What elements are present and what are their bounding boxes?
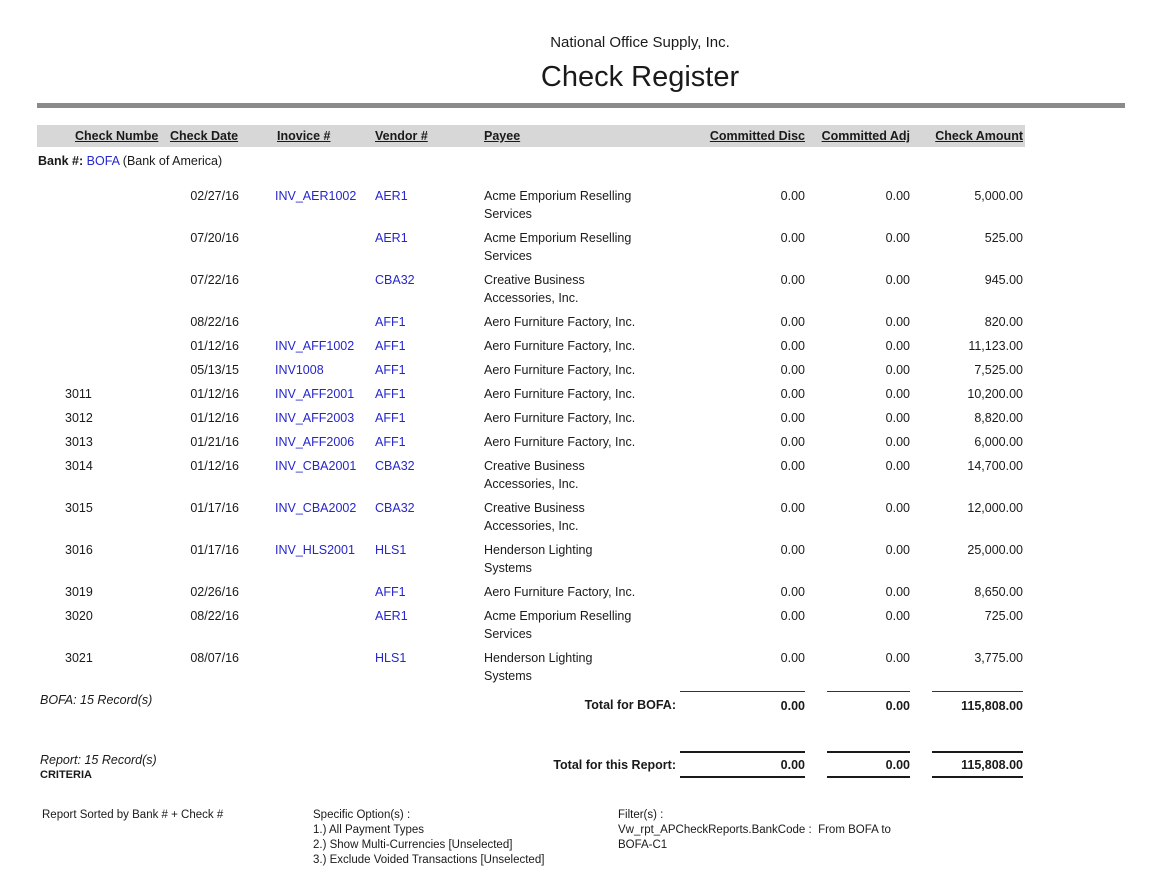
criteria-heading: CRITERIA [40, 769, 92, 781]
check-date-cell: 01/12/16 [190, 387, 239, 401]
vendor-link[interactable]: AER1 [375, 189, 408, 203]
table-body [37, 184, 1025, 688]
column-header-check-number[interactable]: Check Numbe [37, 125, 163, 147]
table-row [37, 406, 1025, 430]
committed-disc-cell: 0.00 [780, 501, 805, 515]
table-row [37, 604, 1025, 646]
committed-adj-cell: 0.00 [885, 387, 910, 401]
invoice-link[interactable]: INV1008 [275, 363, 324, 377]
table-row [37, 580, 1025, 604]
column-header-invoice[interactable]: Inovice # [245, 125, 370, 147]
check-date-cell: 07/22/16 [190, 273, 239, 287]
committed-disc-cell: 0.00 [780, 435, 805, 449]
check-date-cell: 02/26/16 [190, 585, 239, 599]
table-header-row [37, 125, 1025, 147]
column-header-vendor[interactable]: Vendor # [370, 125, 480, 147]
bank-name: (Bank of America) [122, 154, 223, 168]
check-number-cell [37, 226, 163, 268]
check-date-cell: 01/12/16 [190, 459, 239, 473]
check-date-cell: 08/22/16 [190, 315, 239, 329]
report-header [155, 0, 1125, 96]
bank-code-link[interactable]: BOFA [86, 154, 120, 168]
table-row [37, 268, 1025, 310]
bank-label: Bank #: [38, 154, 84, 168]
invoice-link[interactable]: INV_AFF1002 [275, 339, 355, 353]
payee-cell: Aero Furniture Factory, Inc. [484, 585, 636, 599]
committed-disc-cell: 0.00 [780, 651, 805, 665]
check-amount-cell: 7,525.00 [974, 363, 1023, 377]
option-item: 3.) Exclude Voided Transactions [Unselected] [313, 854, 545, 866]
table-row [37, 310, 1025, 334]
check-date-cell: 05/13/15 [190, 363, 239, 377]
group-total-label: Total for BOFA: [584, 698, 676, 712]
payee-cell: Acme Emporium Reselling Services [484, 189, 632, 221]
table-row [37, 454, 1025, 496]
check-amount-cell: 945.00 [984, 273, 1023, 287]
header-divider [37, 103, 1125, 108]
committed-adj-cell: 0.00 [885, 651, 910, 665]
table-row [37, 646, 1025, 688]
payee-cell: Creative Business Accessories, Inc. [484, 501, 585, 533]
table-row [37, 496, 1025, 538]
check-amount-cell: 8,650.00 [974, 585, 1023, 599]
option-item: 1.) All Payment Types [313, 824, 425, 836]
check-number-cell: 3019 [65, 585, 93, 599]
check-date-cell: 02/27/16 [190, 189, 239, 203]
group-total-committed-disc: 0.00 [680, 691, 805, 715]
vendor-link[interactable]: CBA32 [375, 273, 415, 287]
specific-options-title: Specific Option(s) : [313, 809, 411, 821]
committed-adj-cell: 0.00 [885, 609, 910, 623]
committed-disc-cell: 0.00 [780, 387, 805, 401]
invoice-link [245, 646, 370, 688]
payee-cell: Aero Furniture Factory, Inc. [484, 435, 636, 449]
payee-cell: Aero Furniture Factory, Inc. [484, 411, 636, 425]
check-amount-cell: 6,000.00 [974, 435, 1023, 449]
table-row [37, 430, 1025, 454]
report-total-check-amount: 115,808.00 [932, 751, 1023, 778]
invoice-link [245, 580, 370, 604]
invoice-link [245, 226, 370, 268]
company-name: National Office Supply, Inc. [550, 34, 730, 51]
committed-adj-cell: 0.00 [885, 315, 910, 329]
vendor-link[interactable]: HLS1 [375, 543, 407, 557]
table-row [37, 382, 1025, 406]
filters-title: Filter(s) : [618, 809, 664, 821]
invoice-link [245, 310, 370, 334]
check-date-cell: 01/21/16 [190, 435, 239, 449]
column-header-committed-adj[interactable]: Committed Adj [807, 125, 912, 147]
group-record-count: BOFA: 15 Record(s) [40, 693, 153, 707]
report-total-label: Total for this Report: [553, 758, 676, 772]
check-amount-cell: 725.00 [984, 609, 1023, 623]
check-date-cell: 08/07/16 [190, 651, 239, 665]
group-total-check-amount: 115,808.00 [932, 691, 1023, 715]
committed-disc-cell: 0.00 [780, 459, 805, 473]
vendor-link[interactable]: AFF1 [375, 387, 406, 401]
report-record-count: Report: 15 Record(s) [40, 753, 157, 767]
committed-disc-cell: 0.00 [780, 315, 805, 329]
vendor-link[interactable]: HLS1 [375, 651, 407, 665]
payee-cell: Aero Furniture Factory, Inc. [484, 387, 636, 401]
payee-cell: Creative Business Accessories, Inc. [484, 273, 585, 305]
table-row [37, 226, 1025, 268]
payee-cell: Acme Emporium Reselling Services [484, 609, 632, 641]
vendor-link[interactable]: AFF1 [375, 363, 406, 377]
committed-adj-cell: 0.00 [885, 459, 910, 473]
check-amount-cell: 820.00 [984, 315, 1023, 329]
vendor-link[interactable]: AFF1 [375, 585, 406, 599]
committed-disc-cell: 0.00 [780, 273, 805, 287]
check-date-cell: 08/22/16 [190, 609, 239, 623]
report-total-committed-adj: 0.00 [827, 751, 910, 778]
check-amount-cell: 5,000.00 [974, 189, 1023, 203]
check-number-cell: 3016 [65, 543, 93, 557]
committed-disc-cell: 0.00 [780, 609, 805, 623]
option-item: 2.) Show Multi-Currencies [Unselected] [313, 839, 513, 851]
check-date-cell: 01/17/16 [190, 543, 239, 557]
committed-disc-cell: 0.00 [780, 411, 805, 425]
check-number-cell [37, 334, 163, 358]
committed-adj-cell: 0.00 [885, 543, 910, 557]
column-header-committed-disc[interactable]: Committed Disc [660, 125, 807, 147]
check-amount-cell: 525.00 [984, 231, 1023, 245]
committed-disc-cell: 0.00 [780, 189, 805, 203]
bank-group-row [37, 147, 1025, 184]
committed-disc-cell: 0.00 [780, 231, 805, 245]
column-header-check-date[interactable]: Check Date [163, 125, 245, 147]
group-total-committed-adj: 0.00 [827, 691, 910, 715]
column-header-payee[interactable]: Payee [480, 125, 660, 147]
specific-options [313, 808, 618, 868]
check-amount-cell: 3,775.00 [974, 651, 1023, 665]
table-row [37, 538, 1025, 580]
check-number-cell: 3011 [65, 387, 92, 401]
check-amount-cell: 11,123.00 [968, 339, 1023, 353]
check-amount-cell: 25,000.00 [967, 543, 1023, 557]
payee-cell: Henderson Lighting Systems [484, 543, 593, 575]
check-amount-cell: 8,820.00 [974, 411, 1023, 425]
group-total-row [37, 688, 1025, 718]
report-total-committed-disc: 0.00 [680, 751, 805, 778]
invoice-link[interactable]: INV_AFF2001 [275, 387, 355, 401]
invoice-link [245, 268, 370, 310]
spacer-row [37, 718, 1025, 748]
invoice-link[interactable]: INV_CBA2002 [275, 501, 357, 515]
committed-disc-cell: 0.00 [780, 543, 805, 557]
report-title: Check Register [540, 61, 740, 93]
vendor-link[interactable]: AFF1 [375, 435, 406, 449]
invoice-link [245, 604, 370, 646]
vendor-link[interactable]: AFF1 [375, 315, 406, 329]
payee-cell: Acme Emporium Reselling Services [484, 231, 632, 263]
invoice-link[interactable]: INV_AER1002 [275, 189, 357, 203]
committed-adj-cell: 0.00 [885, 501, 910, 515]
criteria-section [40, 768, 1125, 868]
invoice-link[interactable]: INV_HLS2001 [275, 543, 355, 557]
committed-adj-cell: 0.00 [885, 273, 910, 287]
check-number-cell [37, 310, 163, 334]
committed-disc-cell: 0.00 [780, 585, 805, 599]
check-date-cell: 01/17/16 [190, 501, 239, 515]
check-number-cell [37, 184, 163, 226]
check-amount-cell: 12,000.00 [967, 501, 1023, 515]
vendor-link[interactable]: AFF1 [375, 339, 406, 353]
committed-adj-cell: 0.00 [885, 411, 910, 425]
payee-cell: Aero Furniture Factory, Inc. [484, 363, 636, 377]
committed-adj-cell: 0.00 [885, 231, 910, 245]
check-register-table [37, 125, 1025, 781]
payee-cell: Aero Furniture Factory, Inc. [484, 315, 636, 329]
committed-adj-cell: 0.00 [885, 363, 910, 377]
vendor-link[interactable]: AER1 [375, 609, 408, 623]
filter-text: Vw_rpt_APCheckReports.BankCode : From BOFA to BOFA-C1 [618, 824, 895, 851]
check-number-cell: 3021 [65, 651, 93, 665]
check-number-cell [37, 358, 163, 382]
committed-disc-cell: 0.00 [780, 339, 805, 353]
committed-adj-cell: 0.00 [885, 585, 910, 599]
check-date-cell: 01/12/16 [190, 411, 239, 425]
table-row [37, 334, 1025, 358]
check-date-cell: 07/20/16 [190, 231, 239, 245]
vendor-link[interactable]: CBA32 [375, 501, 415, 515]
invoice-link[interactable]: INV_CBA2001 [275, 459, 357, 473]
check-amount-cell: 14,700.00 [967, 459, 1023, 473]
invoice-link[interactable]: INV_AFF2003 [275, 411, 355, 425]
check-number-cell: 3013 [65, 435, 93, 449]
invoice-link[interactable]: INV_AFF2006 [275, 435, 355, 449]
committed-adj-cell: 0.00 [885, 339, 910, 353]
vendor-link[interactable]: CBA32 [375, 459, 415, 473]
payee-cell: Creative Business Accessories, Inc. [484, 459, 585, 491]
column-header-check-amount[interactable]: Check Amount [912, 125, 1025, 147]
committed-disc-cell: 0.00 [780, 363, 805, 377]
committed-adj-cell: 0.00 [885, 189, 910, 203]
check-number-cell [37, 268, 163, 310]
table-row [37, 358, 1025, 382]
vendor-link[interactable]: AFF1 [375, 411, 406, 425]
check-number-cell: 3014 [65, 459, 93, 473]
sort-criteria: Report Sorted by Bank # + Check # [42, 809, 224, 821]
table-row [37, 184, 1025, 226]
check-date-cell: 01/12/16 [190, 339, 239, 353]
committed-adj-cell: 0.00 [885, 435, 910, 449]
filters [618, 808, 908, 868]
payee-cell: Aero Furniture Factory, Inc. [484, 339, 636, 353]
check-number-cell: 3020 [65, 609, 93, 623]
check-number-cell: 3015 [65, 501, 93, 515]
vendor-link[interactable]: AER1 [375, 231, 408, 245]
payee-cell: Henderson Lighting Systems [484, 651, 593, 683]
check-amount-cell: 10,200.00 [967, 387, 1023, 401]
check-number-cell: 3012 [65, 411, 93, 425]
